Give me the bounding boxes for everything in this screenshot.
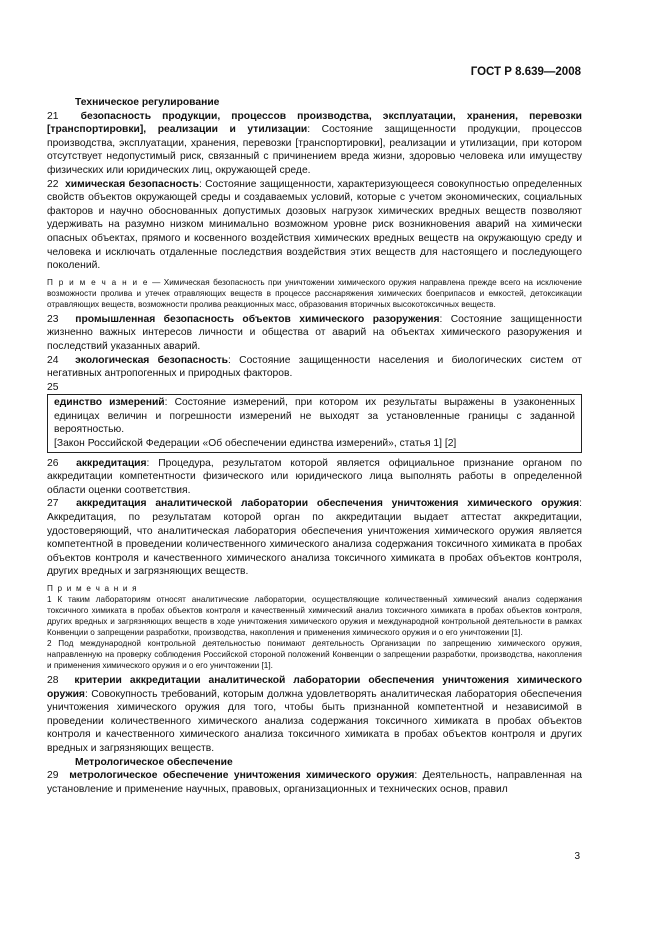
note-22: П р и м е ч а н и е — Химическая безопасность при уничтожении химического оружия направлена прежде всего на исключение возможности пролива и утечек отравляющих веществ в процессе расснаряжения химических боеприпасов и емкостей, детоксикации отравляющих веществ, возможности пролива реакционных масс, образования вторичных высокотоксичных веществ. (47, 277, 582, 309)
term-28: 28 критерии аккредитации аналитической лаборатории обеспечения уничтожения химического оружия: Совокупность требований, которым должна удовлетворять аналитическая лаборатория обеспечения уничтожения химического оружия для того, чтобы быть признанной компетентной и независимой в проведении количественного химического анализа содержания токсичного химиката в пробах объектов контроля и качественного химического анализа токсичного химиката в пробах объектов контроля и других вредных и загрязняющих веществ. (47, 675, 582, 754)
page-number: 3 (574, 851, 580, 862)
term-21: 21 безопасность продукции, процессов производства, эксплуатации, хранения, перевозки [транспортировки], реализации и утилизации: Состояние защищенности продукции, процессов производства, эксплуатации, хранения, перевозки [транспортировки], реализации и утилизации, при котором отсутствует недопустимый риск, связанный с причинением вреда жизни, здоровью человека или имуществу физических или юридических лиц, окружающей среде. (47, 110, 582, 176)
term-29: 29 метрологическое обеспечение уничтожения химического оружия: Деятельность, направленная на установление и применение научных, правовых, организационных и технических основ, правил (47, 770, 582, 795)
term-24: 24 экологическая безопасность: Состояние защищенности населения и биологических систем от негативных антропогенных и природных факторов. (47, 354, 582, 380)
document-body (47, 96, 582, 796)
term-27: 27 аккредитация аналитической лаборатории обеспечения уничтожения химического оружия: Аккредитация, по результатам которой орган по аккредитации выдает аттестат аккредитации, удостоверяющий, что аналитическая лаборатория обеспечения уничтожения химического оружия является компетентной в проведении количественного химического анализа содержания токсичного химиката в пробах объектов контроля и качественного химического анализа токсичного химиката в пробах объектов контроля, других вредных и загрязняющих веществ. (47, 498, 582, 578)
term-22: 22 химическая безопасность: Состояние защищенности, характеризующееся совокупностью определенных свойств объектов окружающей среды и создаваемых условий, которые с учетом экономических, социальных факторов и научно обоснованных допустимых дозовых нагрузок химических вредных веществ позволяют удерживать на разумно низком минимально возможном уровне риск возникновения аварий на химически опасных объектах, прямого и косвенного воздействия химических вредных веществ на окружающую среду и человека и исключать отдаленные последствия воздействия этих веществ для настоящего и последующего поколений. (47, 178, 582, 272)
section-heading-tech: Техническое регулирование (75, 97, 220, 108)
standard-number: ГОСТ Р 8.639—2008 (470, 66, 581, 78)
term-25-number: 25 (47, 381, 59, 393)
term-26: 26 аккредитация: Процедура, результатом которой является официальное признание органом по аккредитации компетентности физического или юридического лица выполнять работы в определенной области оценки соответствия. (47, 457, 582, 496)
term-25-reference: [Закон Российской Федерации «Об обеспечении единства измерений», статья 1] [2] (54, 438, 457, 450)
section-heading-metro: Метрологическое обеспечение (75, 756, 233, 768)
note-27-1: 1 К таким лабораториям относят аналитические лаборатории, осуществляющие количественный химический анализ содержания токсичного химиката в пробах объектов контроля и качественный химический анализ токсичного химиката в пробах объектов контроля, других вредных и загрязняющих веществ в ходе уничтожения химического оружия и международной контрольной деятельности в рамках Конвенции о запрещении разработки, производства, накопления и применения химического оружия и о его уничтожении [1]. (47, 595, 582, 637)
term-23: 23 промышленная безопасность объектов химического разоружения: Состояние защищенности жизненно важных интересов личности и общества от аварий на объектах химического разоружения и последствий указанных аварий. (47, 313, 582, 352)
note-27-2: 2 Под международной контрольной деятельностью понимают деятельность Организации по запрещению химического оружия, направленную на проверку соблюдения Российской стороной положений Конвенции о запрещении разработки, производства, накопления и применения химического оружия и о его уничтожении [1]. (47, 639, 582, 670)
term-25-box (47, 394, 582, 452)
notes-label: П р и м е ч а н и я (47, 584, 138, 593)
term-25: единство измерений: Состояние измерений, при котором их результаты выражены в узаконенных единицах величин и погрешности измерений не выходят за установленные границы с заданной вероятностью. (54, 397, 575, 436)
notes-27 (47, 583, 582, 671)
